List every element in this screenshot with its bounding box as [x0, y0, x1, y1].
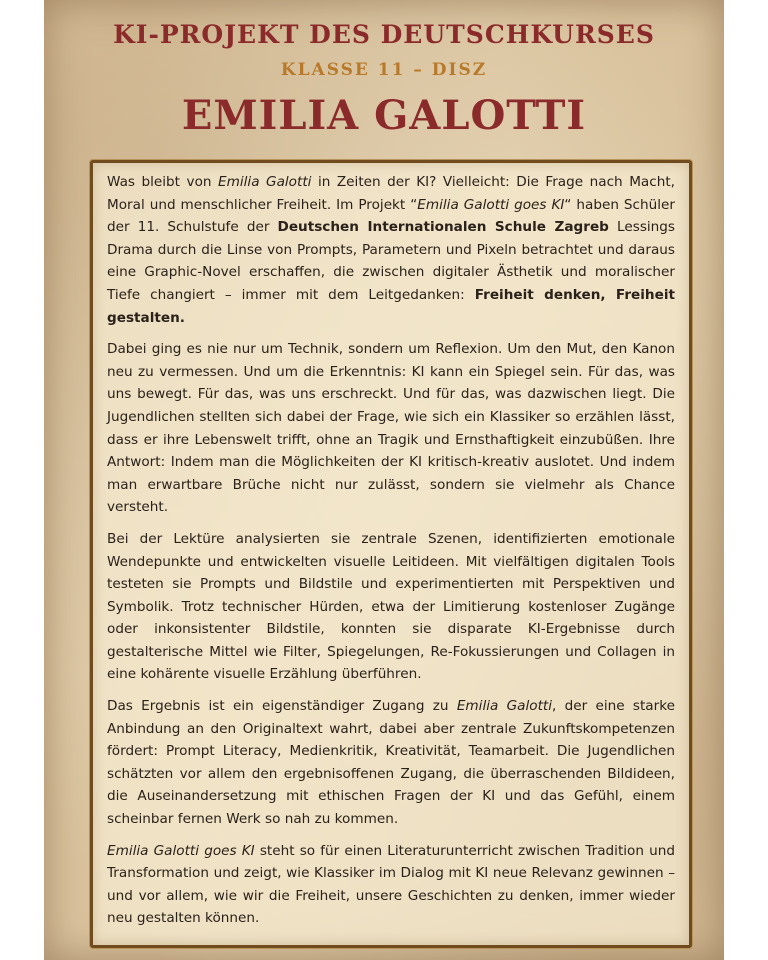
- paragraph-3: Bei der Lektüre analysierten sie zentrale Szenen, identifizierten emotionale Wendepunkte und entwickelten visuelle Leitideen. Mit vielfältigen digitalen Tools testeten sie Prompts und Bildstile und experimentierten mit Perspektiven und Symbolik. Trotz technischer Hürden, etwa der Limitierung kostenloser Zugänge oder inkonsistenter Bildstile, konnten sie disparate KI-Ergebnisse durch gestalterische Mittel wie Filter, Spiegelungen, Re-Fokussierungen und Collagen in eine kohärente visuelle Erzählung überführen.: [107, 530, 675, 683]
- paragraph-1: Was bleibt von Emilia Galotti in Zeiten der KI? Vielleicht: Die Frage nach Macht, Moral und menschlicher Freiheit. Im Projekt “Emilia Galotti goes KI“ haben Schüler der 11. Schulstufe der Deutschen Internationalen Schule Zagreb Lessings Drama durch die Linse von Prompts, Parametern und Pixeln betrachtet und daraus eine Graphic-Novel erschaffen, die zwischen digitaler Ästhetik und moralischer Tiefe changiert – immer mit dem Leitgedanken: Freiheit denken, Freiheit gestalten.: [107, 174, 675, 326]
- header: [44, 0, 724, 160]
- class-subtitle: KLASSE 11 – DISZ: [280, 60, 488, 80]
- project-title: KI-PROJEKT DES DEUTSCHKURSES: [113, 20, 655, 49]
- paragraph-2: Dabei ging es nie nur um Technik, sondern um Reflexion. Um den Mut, den Kanon neu zu vermessen. Und um die Erkenntnis: KI kann ein Spiegel sein. Für das, was uns bewegt. Für das, was uns erschreckt. Und für das, was dazwischen liegt. Die Jugendlichen stellten sich dabei der Frage, wie sich ein Klassiker so erzählen lässt, dass er ihre Lebenswelt trifft, ohne an Tragik und Ernsthaftigkeit einzubüßen. Ihre Antwort: Indem man die Möglichkeiten der KI kritisch-kreativ auslotet. Und indem man erwartbare Brüche nicht nur zulässt, sondern sie vielmehr als Chance versteht.: [107, 341, 675, 516]
- paragraph-5: Emilia Galotti goes KI steht so für einen Literaturunterricht zwischen Tradition und Transformation und zeigt, wie Klassiker im Dialog mit KI neue Relevanz gewinnen – und vor allem, wie wir die Freiheit, unsere Geschichten zu denken, immer wieder neu gestalten können.: [107, 842, 675, 927]
- text-body: [107, 171, 675, 939]
- text-frame: [90, 160, 692, 948]
- main-title: EMILIA GALOTTI: [181, 92, 587, 139]
- poster-page: [44, 0, 724, 960]
- paragraph-4: Das Ergebnis ist ein eigenständiger Zugang zu Emilia Galotti, der eine starke Anbindung an den Originaltext wahrt, dabei aber zentrale Zukunftskompetenzen fördert: Prompt Literacy, Medienkritik, Kreativität, Teamarbeit. Die Jugendlichen schätzten vor allem den ergebnisoffenen Zugang, die überraschenden Bildideen, die Auseinandersetzung mit ethischen Fragen der KI und das Gefühl, einem scheinbar fernen Werk so nah zu kommen.: [107, 698, 675, 828]
